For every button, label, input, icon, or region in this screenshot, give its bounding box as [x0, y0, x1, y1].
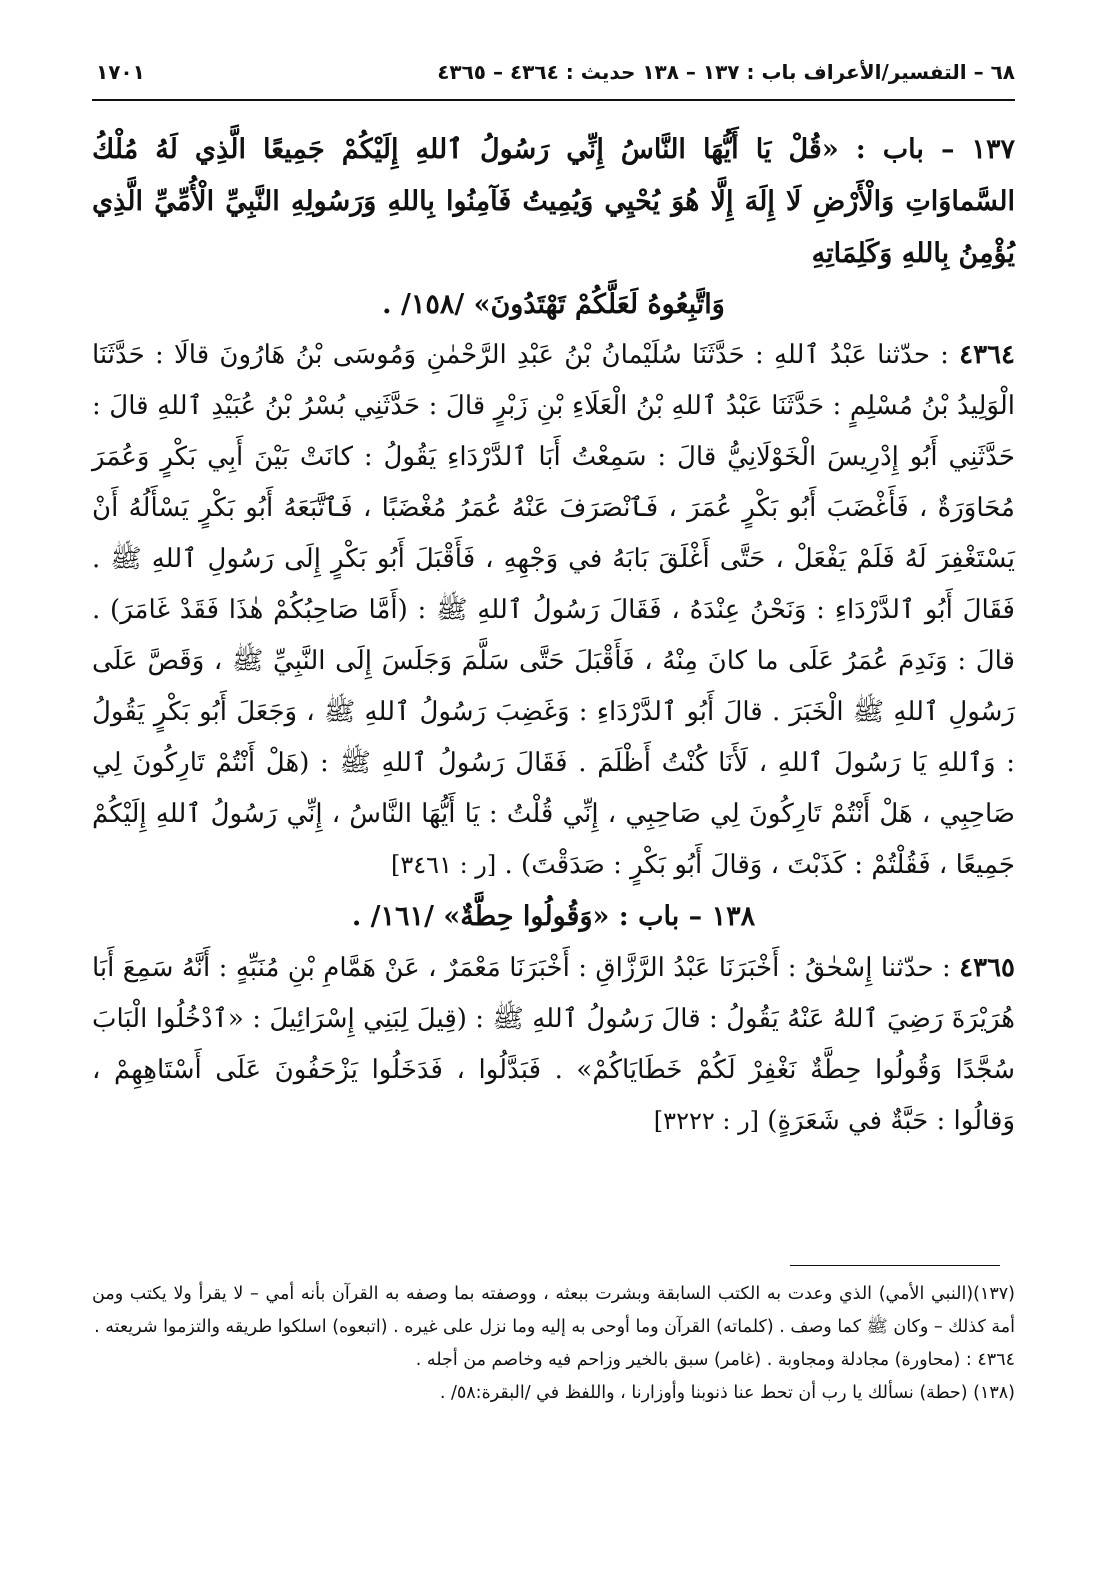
chapter-138-heading: ١٣٨ – باب : «وَقُولُوا حِطَّةٌ» /١٦١/ . — [351, 901, 756, 932]
hadith-4365-ref: [ر : ٣٢٢٢] — [653, 1107, 760, 1135]
footnote-138: (١٣٨) (حطة) نسألك يا رب أن تحط عنا ذنوبنا وأوزارنا ، واللفظ في /البقرة:٥٨/ . — [439, 1383, 1015, 1403]
chapter-137-heading — [92, 124, 1015, 330]
hadith-4365 — [92, 943, 1015, 1147]
hadith-4365-text: : حدّثنا إِسْحٰقُ : أَخْبَرَنَا عَبْدُ الرَّزَّاقِ : أَخْبَرَنَا مَعْمَرٌ ، عَنْ هَمَّامِ بْنِ مُنَبِّهٍ : أَنَّهُ سَمِعَ أَبَا هُرَيْرَةَ رَضِيَ ٱللهُ عَنْهُ يَقُولُ : قالَ رَسُولُ ٱللهِ ﷺ : (قِيلَ لِبَنِي إِسْرَائِيلَ : «ٱدْخُلُوا الْبَابَ سُجَّدًا وَقُولُوا حِطَّةٌ نَغْفِرْ لَكُمْ خَطَايَاكُمْ» . فَبَدَّلُوا ، فَدَخَلُوا يَزْحَفُونَ عَلَى أَسْتَاهِهِمْ ، وَقالُوا : حَبَّةٌ في شَعَرَةٍ) — [92, 953, 1015, 1136]
header-rule — [92, 99, 1015, 101]
page-number: ١٧٠١ — [96, 60, 145, 84]
hadith-4364 — [92, 330, 1015, 891]
hadith-4364-ref: [ر : ٣٤٦١] — [391, 851, 497, 879]
chapter-137-tail: وَاتَّبِعُوهُ لَعَلَّكُمْ تَهْتَدُونَ» /١٥٨/ . — [382, 289, 725, 320]
running-head: ٦٨ – التفسير/الأعراف باب : ١٣٧ – ١٣٨ حديث : ٤٣٦٤ – ٤٣٦٥ — [437, 60, 1015, 84]
chapter-137-text: ١٣٧ – باب : «قُلْ يَا أَيُّهَا النَّاسُ إِنِّي رَسُولُ ٱللهِ إِلَيْكُمْ جَمِيعًا الَّذِي لَهُ مُلْكُ السَّماوَاتِ وَالْأَرْضِ لَا إِلَهَ إِلَّا هُوَ يُحْيِي وَيُمِيتُ فَآمِنُوا بِاللهِ وَرَسُولِهِ النَّبِيِّ الْأُمِّيِّ الَّذِي يُؤْمِنُ بِاللهِ وَكَلِمَاتِهِ — [92, 134, 1015, 269]
hadith-4364-number: ٤٣٦٤ — [959, 340, 1015, 370]
main-text — [92, 124, 1015, 1147]
hadith-4364-text: : حدّثنا عَبْدُ ٱللهِ : حَدَّثَنَا سُلَيْمانُ بْنُ عَبْدِ الرَّحْمٰنِ وَمُوسَى بْنُ هَارُونَ قالَا : حَدَّثَنَا الْوَلِيدُ بْنُ مُسْلِمٍ : حَدَّثَنَا عَبْدُ ٱللهِ بْنُ الْعَلَاءِ بْنِ زَبْرٍ قالَ : حَدَّثَنِي بُسْرُ بْنُ عُبَيْدِ ٱللهِ قالَ : حَدَّثَنِي أَبُو إِدْرِيسَ الْخَوْلَانِيُّ قالَ : سَمِعْتُ أَبَا ٱلدَّرْدَاءِ يَقُولُ : كانَتْ بَيْنَ أَبِي بَكْرٍ وَعُمَرَ مُحَاوَرَةٌ ، فَأَغْضَبَ أَبُو بَكْرٍ عُمَرَ ، فَٱنْصَرَفَ عَنْهُ عُمَرُ مُغْضَبًا ، فَٱتَّبَعَهُ أَبُو بَكْرٍ يَسْأَلُهُ أَنْ يَسْتَغْفِرَ لَهُ فَلَمْ يَفْعَلْ ، حَتَّى أَغْلَقَ بَابَهُ في وَجْهِهِ ، فَأَقْبَلَ أَبُو بَكْرٍ إِلَى رَسُولِ ٱللهِ ﷺ . فَقَالَ أَبُو ٱلدَّرْدَاءِ : وَنَحْنُ عِنْدَهُ ، فَقَالَ رَسُولُ ٱللهِ ﷺ : (أَمَّا صَاحِبُكُمْ هٰذَا فَقَدْ غَامَرَ) . قالَ : وَنَدِمَ عُمَرُ عَلَى ما كانَ مِنْهُ ، فَأَقْبَلَ حَتَّى سَلَّمَ وَجَلَسَ إِلَى النَّبِيِّ ﷺ ، وَقَصَّ عَلَى رَسُولِ ٱللهِ ﷺ الْخَبَرَ . قالَ أَبُو ٱلدَّرْدَاءِ : وَغَضِبَ رَسُولُ ٱللهِ ﷺ ، وَجَعَلَ أَبُو بَكْرٍ يَقُولُ : وَٱللهِ يَا رَسُولَ ٱللهِ ، لَأَنَا كُنْتُ أَظْلَمَ . فَقَالَ رَسُولُ ٱللهِ ﷺ : (هَلْ أَنْتُمْ تَارِكُونَ لِي صَاحِبِي ، هَلْ أَنْتُمْ تَارِكُونَ لِي صَاحِبِي ، إِنِّي قُلْتُ : يَا أَيُّهَا النَّاسُ ، إِنِّي رَسُولُ ٱللهِ إِلَيْكُمْ جَمِيعًا ، فَقُلْتُمْ : كَذَبْتَ ، وَقالَ أَبُو بَكْرٍ : صَدَقْتَ) . — [92, 340, 1015, 880]
page-header — [92, 52, 1015, 92]
footnote-rule — [790, 1265, 1000, 1266]
footnote-137: (١٣٧)(النبي الأمي) الذي وعدت به الكتب السابقة وبشرت ببعثه ، ووصفته بما وصفه به القرآن بأنه أمي – لا يقرأ ولا يكتب ومن أمة كذلك – وكان ﷺ كما وصف . (كلماته) القرآن وما أوحى به إليه وما نزل على غيره . (اتبعوه) اسلكوا طريقه والتزموا شريعته . — [92, 1284, 1015, 1337]
footnotes — [92, 1278, 1015, 1410]
hadith-4365-number: ٤٣٦٥ — [959, 953, 1015, 983]
footnote-4364: ٤٣٦٤ : (محاورة) مجادلة ومجاوبة . (غامر) سبق بالخير وزاحم فيه وخاصم من أجله . — [415, 1350, 1015, 1370]
